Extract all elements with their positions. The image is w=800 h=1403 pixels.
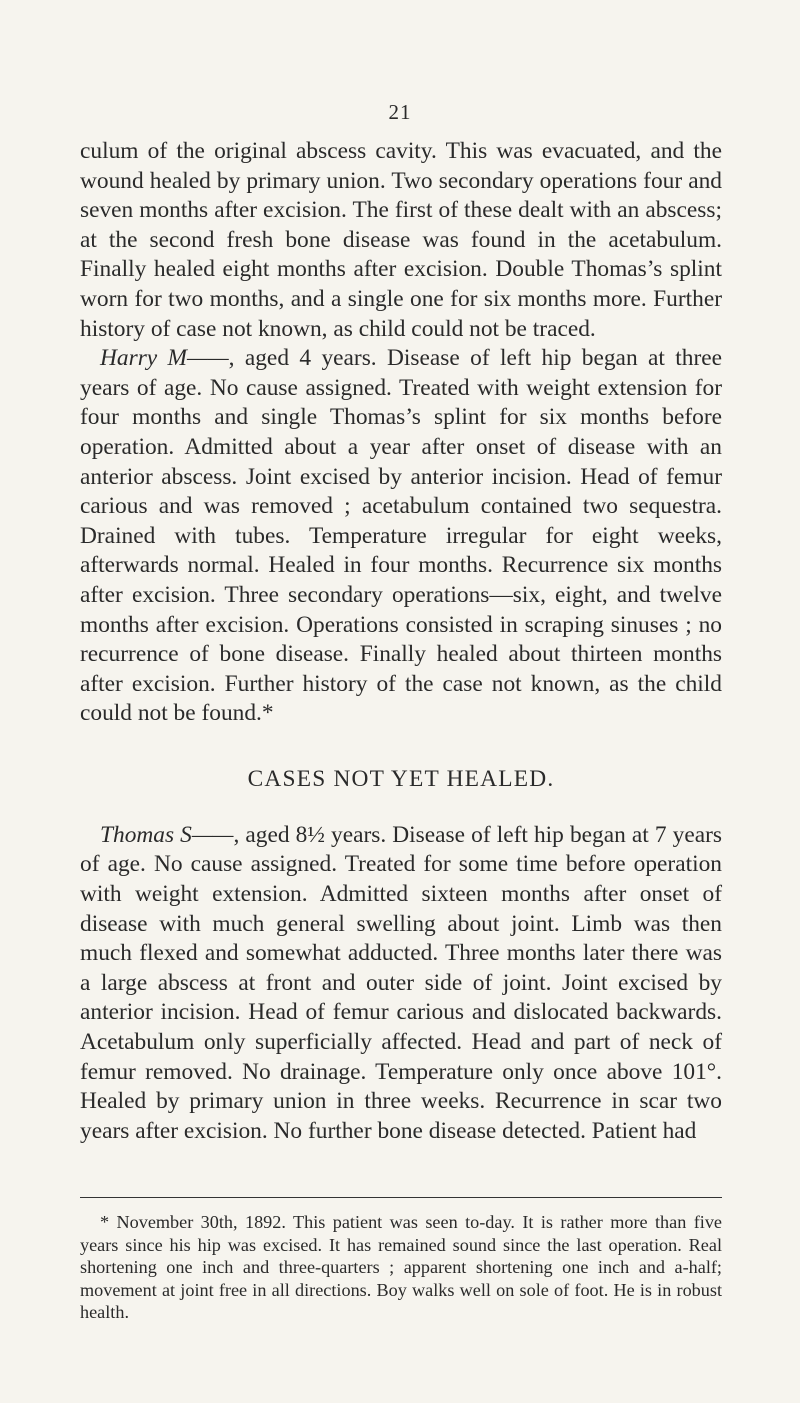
paragraph-continuation: culum of the original abscess cavity. This was evacuated, and the wound healed by primary union. Two secondary operations four and seven months after excision. The first of these dealt with an abscess; at the second fresh bone disease was found in the acetabulum. Finally healed eight months after excision. Double Thomas’s splint worn for two months, and a single one for six months more. Further history of case not known, as child could not be traced.: [80, 138, 722, 342]
case-text-thomas: , aged 8½ years. Disease of left hip began at 7 years of age. No cause assigned. Treated for some time before operation with weight extension. Admitted sixteen months after onset of disease with much general swelling about joint. Limb was then much flexed and somewhat adducted. Three months later there was a large abscess at front and outer side of joint. Joint excised by anterior incision. Head of femur carious and dislocated backwards. Acetabulum only superficially affected. Head and part of neck of femur removed. No drainage. Temperature only once above 101°. Healed by primary union in three weeks. Recurrence in scar two years after excision. No further bone disease detected. Patient had: [80, 821, 723, 1144]
case-paragraph-harry: [80, 344, 722, 729]
footnote-divider: [80, 1197, 722, 1198]
case-name-harry: Harry M——: [100, 345, 229, 372]
case-text-harry: , aged 4 years. Disease of left hip began at three years of age. No cause assigned. Treated with weight extension for four months and single Thomas’s splint for six months before operation. Admitted about a year after onset of disease with an anterior abscess. Joint excised by anterior incision. Head of femur carious and was removed ; acetabulum contained two sequestra. Drained with tubes. Temperature irregular for eight weeks, afterwards normal. Healed in four months. Recurrence six months after excision. Three secondary operations—six, eight, and twelve months after excision. Operations consisted in scraping sinuses ; no recurrence of bone disease. Finally healed about thirteen months after excision. Further history of the case not known, as the child could not be found.*: [80, 345, 723, 727]
case-name-thomas: Thomas S——: [100, 821, 234, 848]
page-number: 21: [388, 100, 412, 124]
main-text: [80, 137, 722, 1146]
footnote: * November 30th, 1892. This patient was seen to-day. It is rather more than five years since his hip was excised. It has remained sound since the last operation. Real shortening one inch and three-quarters ; apparent shortening one inch and a-half; movement at joint free in all directions. Boy walks well on sole of foot. He is in robust health.: [80, 1212, 722, 1323]
case-paragraph-thomas: [80, 821, 722, 1147]
section-heading: CASES NOT YET HEALED.: [247, 765, 555, 792]
